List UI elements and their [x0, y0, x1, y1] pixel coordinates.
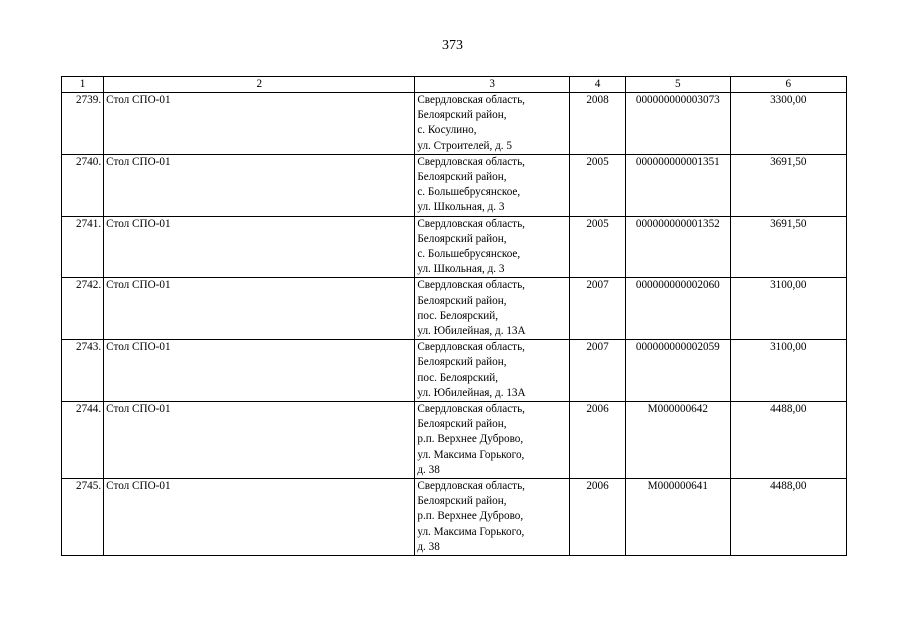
inventory-number: 000000000002060 [626, 278, 730, 340]
table-row [62, 93, 847, 155]
address-line: пос. Белоярский, [417, 309, 499, 322]
address-line: Свердловская область, [417, 217, 525, 230]
item-year: 2006 [569, 402, 625, 479]
address-line: Свердловская область, [417, 155, 525, 168]
item-address [415, 340, 570, 402]
item-address [415, 154, 570, 216]
address-line: ул. Школьная, д. 3 [417, 263, 505, 276]
table-body [62, 93, 847, 556]
row-number: 2739. [62, 93, 104, 155]
row-number: 2744. [62, 402, 104, 479]
column-header-2: 2 [104, 77, 415, 93]
table-row [62, 479, 847, 556]
row-number: 2741. [62, 216, 104, 278]
item-name: Стол СПО-01 [104, 93, 415, 155]
item-cost: 3100,00 [730, 340, 846, 402]
address-line: д. 38 [417, 463, 440, 476]
address-line: Белоярский район, [417, 418, 507, 431]
item-address [415, 93, 570, 155]
table-row [62, 340, 847, 402]
inventory-number: 000000000003073 [626, 93, 730, 155]
inventory-number: М000000642 [626, 402, 730, 479]
row-number: 2743. [62, 340, 104, 402]
address-line: с. Косулино, [417, 124, 477, 137]
address-line: ул. Максима Горького, [417, 448, 525, 461]
address-line: Белоярский район, [417, 356, 507, 369]
column-header-4: 4 [569, 77, 625, 93]
address-line: с. Большебрусянское, [417, 248, 521, 261]
table-row [62, 154, 847, 216]
address-line: с. Большебрусянское, [417, 186, 521, 199]
table-row [62, 278, 847, 340]
address-line: Свердловская область, [417, 94, 525, 106]
address-line: Свердловская область, [417, 480, 525, 493]
item-year: 2005 [569, 216, 625, 278]
column-header-3: 3 [415, 77, 570, 93]
inventory-number: 000000000001351 [626, 154, 730, 216]
address-line: р.п. Верхнее Дуброво, [417, 433, 524, 446]
table-row [62, 216, 847, 278]
item-cost: 3691,50 [730, 154, 846, 216]
address-line: Белоярский район, [417, 109, 507, 122]
column-header-1: 1 [62, 77, 104, 93]
item-cost: 3300,00 [730, 93, 846, 155]
address-line: Свердловская область, [417, 279, 525, 292]
item-name: Стол СПО-01 [104, 479, 415, 556]
address-line: Белоярский район, [417, 294, 507, 307]
property-registry-table [61, 76, 847, 556]
row-number: 2742. [62, 278, 104, 340]
item-name: Стол СПО-01 [104, 402, 415, 479]
address-line: ул. Юбилейная, д. 13А [417, 325, 526, 338]
inventory-number: 000000000001352 [626, 216, 730, 278]
item-cost: 4488,00 [730, 402, 846, 479]
inventory-number: М000000641 [626, 479, 730, 556]
inventory-number: 000000000002059 [626, 340, 730, 402]
item-year: 2005 [569, 154, 625, 216]
address-line: Свердловская область, [417, 403, 525, 416]
row-number: 2740. [62, 154, 104, 216]
address-line: д. 38 [417, 540, 440, 553]
item-name: Стол СПО-01 [104, 154, 415, 216]
item-name: Стол СПО-01 [104, 278, 415, 340]
table-row [62, 402, 847, 479]
table-header-row [62, 77, 847, 93]
column-header-5: 5 [626, 77, 730, 93]
item-year: 2008 [569, 93, 625, 155]
item-cost: 3691,50 [730, 216, 846, 278]
item-name: Стол СПО-01 [104, 340, 415, 402]
row-number: 2745. [62, 479, 104, 556]
item-year: 2007 [569, 340, 625, 402]
item-address [415, 402, 570, 479]
address-line: ул. Школьная, д. 3 [417, 201, 505, 214]
item-cost: 4488,00 [730, 479, 846, 556]
item-name: Стол СПО-01 [104, 216, 415, 278]
address-line: р.п. Верхнее Дуброво, [417, 510, 524, 523]
address-line: Белоярский район, [417, 232, 507, 245]
item-address [415, 278, 570, 340]
item-year: 2006 [569, 479, 625, 556]
address-line: Свердловская область, [417, 341, 525, 354]
address-line: пос. Белоярский, [417, 371, 499, 384]
item-cost: 3100,00 [730, 278, 846, 340]
address-line: ул. Юбилейная, д. 13А [417, 386, 526, 399]
item-year: 2007 [569, 278, 625, 340]
item-address [415, 479, 570, 556]
address-line: Белоярский район, [417, 171, 507, 184]
address-line: ул. Максима Горького, [417, 525, 525, 538]
address-line: Белоярский район, [417, 495, 507, 508]
address-line: ул. Строителей, д. 5 [417, 139, 512, 152]
item-address [415, 216, 570, 278]
column-header-6: 6 [730, 77, 846, 93]
page-number: 373 [442, 38, 463, 53]
